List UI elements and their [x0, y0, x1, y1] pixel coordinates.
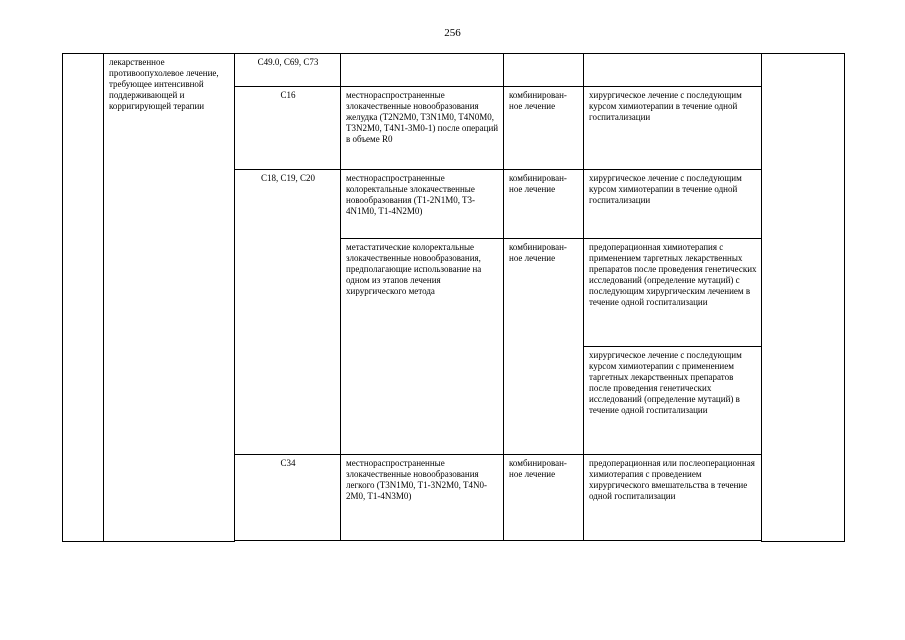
treatment-method-cell: хирургическое лечение с последующим курсом химиотерапии в течение одной госпитализации — [584, 87, 762, 170]
spacer-cell — [584, 541, 762, 542]
treatment-type-cell — [504, 54, 584, 87]
treatment-type-cell: комбинирован-ное лечение — [504, 239, 584, 455]
treatment-type-cell: комбинирован-ное лечение — [504, 87, 584, 170]
patient-model-cell: метастатические колоректальные злокачественные новообразования, предполагающие использование на одном из этапов лечения хирургического метода — [341, 239, 504, 455]
treatment-type-cell: комбинирован-ное лечение — [504, 455, 584, 541]
treatment-method-cell: хирургическое лечение с последующим курсом химиотерапии с применением таргетных лекарственных препаратов после проведения генетических исследований (определение мутаций) в течение одной госпитализации — [584, 347, 762, 455]
spacer-cell — [504, 541, 584, 542]
treatment-type-cell: комбинирован-ное лечение — [504, 170, 584, 239]
medical-care-table — [62, 53, 845, 542]
table-row — [63, 54, 845, 87]
spacer-cell — [235, 541, 341, 542]
treatment-method-cell: хирургическое лечение с последующим курсом химиотерапии в течение одной госпитализации — [584, 170, 762, 239]
treatment-method-cell: предоперационная или послеоперационная химиотерапия с проведением хирургического вмешательства в течение одной госпитализации — [584, 455, 762, 541]
treatment-method-cell — [584, 54, 762, 87]
diagnosis-code-cell: C18, C19, C20 — [235, 170, 341, 455]
patient-model-cell: местнораспространенные злокачественные новообразования легкого (T3N1M0, T1-3N2M0, T4N0-2M0, T1-4N3M0) — [341, 455, 504, 541]
patient-model-cell — [341, 54, 504, 87]
profile-cell: лекарственное противоопухолевое лечение, требующее интенсивной поддерживающей и корригирующей терапии — [104, 54, 235, 542]
number-cell — [63, 54, 104, 542]
patient-model-cell: местнораспространенные колоректальные злокачественные новообразования (T1-2N1M0, T3-4N1M0, T1-4N2M0) — [341, 170, 504, 239]
patient-model-cell: местнораспространенные злокачественные новообразования желудка (T2N2M0, T3N1M0, T4N0M0, T3N2M0, T4N1-3M0-1) после операций в объеме R0 — [341, 87, 504, 170]
diagnosis-code-cell: C34 — [235, 455, 341, 541]
page-number: 256 — [444, 27, 461, 39]
treatment-method-cell: предоперационная химиотерапия с применением таргетных лекарственных препаратов после проведения генетических исследований (определение мутаций) с последующим хирургическим лечением в течение одной госпитализации — [584, 239, 762, 347]
spacer-cell — [341, 541, 504, 542]
cost-cell — [762, 54, 845, 542]
diagnosis-code-cell: C49.0, C69, C73 — [235, 54, 341, 87]
diagnosis-code-cell: C16 — [235, 87, 341, 170]
